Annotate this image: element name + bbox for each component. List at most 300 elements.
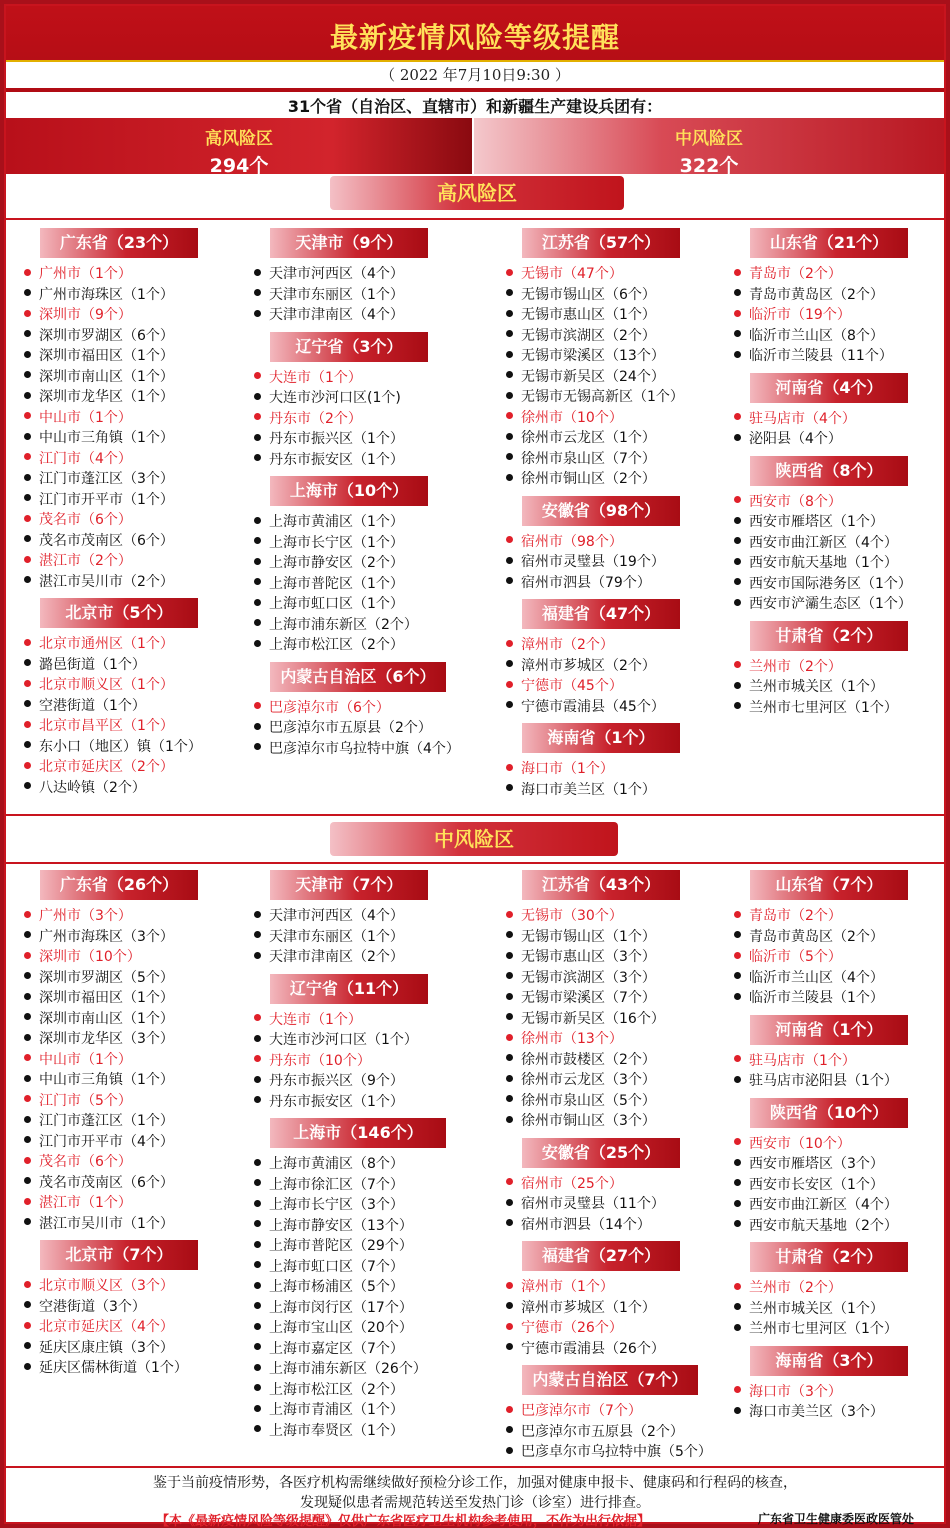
district-entry: [734, 1319, 898, 1339]
bullet-icon: [734, 537, 741, 544]
province-header: 河南省（1个）: [750, 1015, 908, 1045]
bullet-icon: [24, 741, 31, 748]
entry-text: 青岛市（2个）: [749, 908, 842, 924]
bullet-icon: [254, 1323, 261, 1330]
entry-text: 西安市曲江新区（4个）: [749, 1197, 898, 1213]
bullet-icon: [24, 972, 31, 979]
city-entry: [734, 492, 842, 512]
entry-text: 宿州市（25个）: [521, 1175, 623, 1192]
district-entry: [734, 346, 893, 366]
district-entry: [254, 1400, 404, 1420]
entry-text: 漳州市（2个）: [521, 637, 614, 653]
bullet-icon: [254, 1096, 261, 1103]
bullet-icon: [506, 557, 513, 564]
bullet-icon: [734, 578, 741, 585]
entry-text: 大连市（1个）: [269, 369, 362, 386]
bullet-icon: [24, 1095, 31, 1102]
district-entry: [24, 490, 174, 510]
district-entry: [254, 635, 404, 655]
district-entry: [506, 1111, 656, 1131]
entry-text: 天津市东丽区（1个）: [269, 286, 404, 303]
entry-text: 北京市顺义区（1个）: [39, 677, 174, 693]
bullet-icon: [254, 599, 261, 606]
district-entry: [254, 264, 404, 284]
bullet-icon: [254, 310, 261, 317]
district-entry: [506, 305, 656, 325]
district-entry: [506, 968, 656, 988]
summary-high-label: 高风险区: [205, 129, 273, 149]
entry-text: 西安市曲江新区（4个）: [749, 534, 898, 551]
bullet-icon: [506, 577, 513, 584]
district-entry: [24, 655, 146, 675]
bullet-icon: [254, 1076, 261, 1083]
bullet-icon: [734, 599, 741, 606]
page-subtitle: （ 2022 年7月10日9:30 ）: [380, 66, 570, 84]
entry-text: 无锡市无锡高新区（1个）: [521, 389, 684, 405]
district-entry: [254, 594, 404, 614]
entry-text: 徐州市云龙区（3个）: [521, 1072, 656, 1088]
city-entry: [506, 906, 623, 926]
entry-text: 上海市奉贤区（1个）: [269, 1422, 404, 1439]
entry-text: 巴彦淖尔市（6个）: [269, 699, 390, 716]
bullet-icon: [734, 1220, 741, 1227]
entry-text: 北京市延庆区（2个）: [39, 759, 174, 775]
bullet-icon: [506, 993, 513, 1000]
bullet-icon: [254, 1384, 261, 1391]
entry-text: 茂名市（6个）: [39, 1154, 132, 1170]
district-entry: [506, 428, 656, 448]
city-entry: [24, 510, 132, 530]
bullet-icon: [24, 1054, 31, 1061]
bullet-icon: [506, 1282, 513, 1289]
city-entry: [24, 1050, 132, 1070]
entry-text: 宿州市灵璧县（19个）: [521, 554, 665, 570]
entry-text: 徐州市泉山区（5个）: [521, 1092, 656, 1109]
bullet-icon: [734, 1159, 741, 1166]
bullet-icon: [254, 931, 261, 938]
entry-text: 天津市东丽区（1个）: [269, 928, 404, 945]
city-entry: [506, 676, 623, 696]
city-entry: [506, 635, 614, 655]
district-entry: [506, 1091, 656, 1111]
district-entry: [734, 326, 884, 346]
district-entry: [506, 367, 665, 387]
district-entry: [24, 927, 174, 947]
bullet-icon: [506, 1447, 513, 1454]
province-header: 陕西省（10个）: [750, 1098, 908, 1128]
district-entry: [734, 553, 898, 573]
entry-text: 江门市开平市（1个）: [39, 491, 174, 508]
entry-text: 上海市长宁区（3个）: [269, 1197, 404, 1213]
entry-text: 深圳市（9个）: [39, 307, 132, 323]
district-entry: [506, 285, 656, 305]
district-entry: [734, 1216, 898, 1236]
bullet-icon: [506, 931, 513, 938]
district-entry: [24, 1111, 174, 1131]
district-entry: [734, 677, 884, 697]
entry-text: 兰州市城关区（1个）: [749, 1300, 884, 1317]
district-entry: [24, 469, 174, 489]
bullet-icon: [24, 1013, 31, 1020]
district-entry: [254, 1071, 404, 1091]
city-entry: [734, 264, 842, 284]
entry-text: 兰州市城关区（1个）: [749, 679, 884, 695]
entry-text: 漳州市芗城区（1个）: [521, 1299, 656, 1316]
bullet-icon: [254, 537, 261, 544]
city-entry: [24, 757, 174, 777]
province-header: 上海市（10个）: [270, 476, 428, 506]
bullet-icon: [506, 412, 513, 419]
bullet-icon: [506, 351, 513, 358]
bullet-icon: [24, 1198, 31, 1205]
bullet-icon: [734, 310, 741, 317]
district-entry: [254, 285, 404, 305]
city-entry: [506, 408, 623, 428]
bullet-icon: [506, 392, 513, 399]
district-entry: [24, 1358, 188, 1378]
entry-text: 无锡市滨湖区（3个）: [521, 969, 656, 986]
bullet-icon: [24, 576, 31, 583]
bullet-icon: [734, 1407, 741, 1414]
entry-text: 上海市黄浦区（8个）: [269, 1156, 404, 1172]
entry-text: 西安市（10个）: [749, 1135, 851, 1152]
bullet-icon: [734, 931, 741, 938]
district-entry: [506, 346, 665, 366]
entry-text: 驻马店市（4个）: [749, 410, 856, 427]
entry-text: 漳州市（1个）: [521, 1279, 614, 1295]
bullet-icon: [24, 556, 31, 563]
entry-text: 大连市沙河口区（1个）: [269, 1032, 418, 1048]
entry-text: 上海市嘉定区（7个）: [269, 1340, 404, 1357]
summary-mid-label: 中风险区: [675, 129, 743, 149]
entry-text: 上海市黄浦区（1个）: [269, 514, 404, 530]
city-entry: [24, 906, 132, 926]
province-header: 上海市（146个）: [270, 1118, 446, 1148]
province-header: 江苏省（57个）: [522, 228, 680, 258]
bullet-icon: [734, 1303, 741, 1310]
city-entry: [24, 408, 132, 428]
entry-text: 广州市海珠区（3个）: [39, 928, 174, 945]
bullet-icon: [254, 1364, 261, 1371]
bullet-icon: [506, 1075, 513, 1082]
city-entry: [24, 1193, 132, 1213]
entry-text: 青岛市黄岛区（2个）: [749, 286, 884, 303]
city-entry: [734, 1134, 851, 1154]
bullet-icon: [734, 1386, 741, 1393]
entry-text: 临沂市（19个）: [749, 307, 851, 323]
bullet-icon: [254, 619, 261, 626]
bullet-icon: [254, 1425, 261, 1432]
bullet-icon: [506, 784, 513, 791]
bullet-icon: [254, 702, 261, 709]
bullet-icon: [254, 743, 261, 750]
bullet-icon: [254, 1200, 261, 1207]
bullet-icon: [506, 289, 513, 296]
entry-text: 徐州市鼓楼区（2个）: [521, 1051, 656, 1068]
bullet-icon: [506, 1219, 513, 1226]
province-header: 福建省（27个）: [522, 1241, 680, 1271]
district-entry: [734, 988, 884, 1008]
province-header: 山东省（7个）: [750, 870, 908, 900]
entry-text: 上海市普陀区（29个）: [269, 1238, 413, 1254]
bullet-icon: [506, 1034, 513, 1041]
bullet-icon: [24, 289, 31, 296]
province-header: 甘肃省（2个）: [750, 1242, 908, 1272]
entry-text: 上海市虹口区（7个）: [269, 1258, 404, 1275]
bullet-icon: [24, 1301, 31, 1308]
district-entry: [506, 697, 665, 717]
district-entry: [24, 387, 174, 407]
district-entry: [254, 1195, 404, 1215]
city-entry: [24, 634, 174, 654]
district-entry: [506, 927, 656, 947]
district-entry: [254, 512, 404, 532]
district-entry: [24, 696, 146, 716]
bullet-icon: [506, 1199, 513, 1206]
bullet-icon: [24, 412, 31, 419]
district-entry: [734, 429, 842, 449]
footer-divider: [6, 1466, 944, 1468]
bullet-icon: [506, 330, 513, 337]
bullet-icon: [24, 1116, 31, 1123]
bullet-icon: [254, 454, 261, 461]
summary-high-risk: [6, 118, 472, 177]
entry-text: 西安市浐灞生态区（1个）: [749, 596, 912, 612]
entry-text: 深圳市南山区（1个）: [39, 1010, 174, 1027]
bullet-icon: [734, 1138, 741, 1145]
entry-text: 西安市国际港务区（1个）: [749, 575, 912, 592]
bullet-icon: [254, 1159, 261, 1166]
district-entry: [24, 1029, 174, 1049]
district-entry: [506, 573, 651, 593]
bullet-icon: [734, 351, 741, 358]
entry-text: 中山市三角镇（1个）: [39, 1072, 174, 1088]
district-entry: [24, 326, 174, 346]
bullet-icon: [734, 496, 741, 503]
entry-text: 天津市津南区（2个）: [269, 949, 404, 965]
entry-text: 潞邑街道（1个）: [39, 656, 146, 673]
high-section-title: 高风险区: [330, 176, 624, 210]
entry-text: 徐州市铜山区（3个）: [521, 1113, 656, 1129]
bullet-icon: [506, 1013, 513, 1020]
entry-text: 上海市闵行区（17个）: [269, 1299, 413, 1316]
entry-text: 东小口（地区）镇（1个）: [39, 738, 202, 755]
bullet-icon: [254, 434, 261, 441]
bullet-icon: [506, 1095, 513, 1102]
mid-section-title: 中风险区: [330, 822, 618, 856]
entry-text: 临沂市兰陵县（11个）: [749, 348, 893, 364]
entry-text: 宿州市泗县（14个）: [521, 1216, 651, 1233]
city-entry: [506, 264, 623, 284]
district-entry: [734, 512, 884, 532]
city-entry: [24, 264, 132, 284]
city-entry: [734, 657, 842, 677]
district-entry: [254, 739, 460, 759]
entry-text: 丹东市（10个）: [269, 1052, 371, 1069]
bullet-icon: [506, 433, 513, 440]
bullet-icon: [734, 1055, 741, 1062]
entry-text: 湛江市吴川市（1个）: [39, 1215, 174, 1232]
entry-text: 青岛市黄岛区（2个）: [749, 928, 884, 945]
district-entry: [506, 1339, 665, 1359]
province-header: 海南省（3个）: [750, 1346, 908, 1376]
city-entry: [24, 551, 132, 571]
province-header: 甘肃省（2个）: [750, 621, 908, 651]
district-entry: [24, 1338, 174, 1358]
district-entry: [506, 1070, 656, 1090]
bullet-icon: [254, 1282, 261, 1289]
summary-mid-count: 322个: [679, 155, 739, 177]
province-header: 内蒙古自治区（6个）: [270, 662, 446, 692]
district-entry: [254, 388, 401, 408]
entry-text: 深圳市龙华区（3个）: [39, 1031, 174, 1047]
entry-text: 临沂市（5个）: [749, 949, 842, 965]
bullet-icon: [24, 269, 31, 276]
bullet-icon: [506, 474, 513, 481]
bullet-icon: [24, 1342, 31, 1349]
bullet-icon: [24, 453, 31, 460]
district-entry: [254, 927, 404, 947]
entry-text: 上海市长宁区（1个）: [269, 534, 404, 551]
entry-text: 深圳市福田区（1个）: [39, 990, 174, 1006]
bullet-icon: [24, 1177, 31, 1184]
province-header: 河南省（4个）: [750, 373, 908, 403]
district-entry: [506, 1298, 656, 1318]
district-entry: [254, 1092, 404, 1112]
district-entry: [734, 1299, 884, 1319]
province-header: 山东省（21个）: [750, 228, 908, 258]
bullet-icon: [506, 310, 513, 317]
summary-mid-risk: [474, 118, 944, 177]
entry-text: 上海市徐汇区（7个）: [269, 1176, 404, 1193]
entry-text: 巴彦淖尔市五原县（2个）: [521, 1423, 684, 1440]
province-header: 辽宁省（3个）: [270, 332, 428, 362]
city-entry: [254, 1010, 362, 1030]
bullet-icon: [506, 371, 513, 378]
city-entry: [24, 716, 174, 736]
district-entry: [24, 778, 146, 798]
bullet-icon: [254, 269, 261, 276]
province-header: 北京市（5个）: [40, 598, 198, 628]
district-entry: [24, 1297, 146, 1317]
district-entry: [24, 1214, 174, 1234]
district-entry: [24, 1173, 174, 1193]
entry-text: 临沂市兰山区（4个）: [749, 969, 884, 986]
district-entry: [734, 1154, 884, 1174]
district-entry: [254, 533, 404, 553]
bullet-icon: [506, 640, 513, 647]
entry-text: 巴彦淖尔市（7个）: [521, 1403, 642, 1419]
entry-text: 西安市航天基地（1个）: [749, 555, 898, 571]
district-entry: [506, 1050, 656, 1070]
province-header: 江苏省（43个）: [522, 870, 680, 900]
entry-text: 江门市蓬江区（3个）: [39, 471, 174, 487]
district-entry: [24, 285, 174, 305]
bullet-icon: [734, 993, 741, 1000]
city-entry: [24, 1317, 174, 1337]
district-entry: [506, 1194, 665, 1214]
district-entry: [506, 780, 656, 800]
district-entry: [254, 1257, 404, 1277]
entry-text: 兰州市（2个）: [749, 1280, 842, 1296]
bullet-icon: [506, 536, 513, 543]
province-header: 内蒙古自治区（7个）: [522, 1365, 698, 1395]
entry-text: 临沂市兰陵县（1个）: [749, 990, 884, 1006]
province-header: 海南省（1个）: [522, 723, 680, 753]
district-entry: [734, 574, 912, 594]
bullet-icon: [506, 660, 513, 667]
bullet-icon: [734, 682, 741, 689]
entry-text: 宿州市泗县（79个）: [521, 574, 651, 591]
city-entry: [24, 675, 174, 695]
bullet-icon: [24, 1322, 31, 1329]
bullet-icon: [506, 1302, 513, 1309]
entry-text: 北京市昌平区（1个）: [39, 718, 174, 734]
bullet-icon: [24, 721, 31, 728]
entry-text: 深圳市龙华区（1个）: [39, 389, 174, 405]
entry-text: 丹东市振兴区（9个）: [269, 1073, 404, 1089]
bullet-icon: [506, 1178, 513, 1185]
city-entry: [24, 1091, 132, 1111]
city-entry: [734, 1278, 842, 1298]
city-entry: [24, 1152, 132, 1172]
district-entry: [254, 1318, 413, 1338]
entry-text: 西安市雁塔区（1个）: [749, 514, 884, 530]
entry-text: 丹东市振安区（1个）: [269, 1093, 404, 1110]
bullet-icon: [24, 474, 31, 481]
district-entry: [24, 968, 174, 988]
bullet-icon: [254, 413, 261, 420]
entry-text: 深圳市罗湖区（5个）: [39, 969, 174, 986]
entry-text: 天津市津南区（4个）: [269, 307, 404, 323]
entry-text: 茂名市茂南区（6个）: [39, 1174, 174, 1191]
district-entry: [254, 906, 404, 926]
city-entry: [506, 1318, 623, 1338]
district-entry: [24, 428, 174, 448]
entry-text: 丹东市（2个）: [269, 410, 362, 427]
district-entry: [506, 1009, 665, 1029]
bullet-icon: [254, 1055, 261, 1062]
district-entry: [506, 1442, 712, 1462]
province-header: 天津市（7个）: [270, 870, 428, 900]
entry-text: 西安市长安区（1个）: [749, 1176, 884, 1193]
bullet-icon: [24, 1363, 31, 1370]
bullet-icon: [254, 289, 261, 296]
entry-text: 兰州市七里河区（1个）: [749, 699, 898, 716]
entry-text: 广州市（3个）: [39, 908, 132, 924]
entry-text: 深圳市（10个）: [39, 949, 141, 965]
district-entry: [254, 1421, 404, 1441]
bullet-icon: [254, 517, 261, 524]
entry-text: 江门市（4个）: [39, 450, 132, 467]
city-entry: [734, 906, 842, 926]
entry-text: 无锡市锡山区（6个）: [521, 286, 656, 303]
district-entry: [24, 346, 174, 366]
entry-text: 西安市航天基地（2个）: [749, 1217, 898, 1234]
bullet-icon: [254, 1179, 261, 1186]
entry-text: 无锡市梁溪区（13个）: [521, 348, 665, 364]
bullet-icon: [734, 911, 741, 918]
district-entry: [254, 1236, 413, 1256]
entry-text: 徐州市（10个）: [521, 409, 623, 426]
city-entry: [24, 1276, 174, 1296]
district-entry: [254, 429, 404, 449]
bullet-icon: [24, 659, 31, 666]
bullet-icon: [506, 701, 513, 708]
district-entry: [506, 387, 684, 407]
entry-text: 宁德市（26个）: [521, 1320, 623, 1336]
province-header: 北京市（7个）: [40, 1240, 198, 1270]
